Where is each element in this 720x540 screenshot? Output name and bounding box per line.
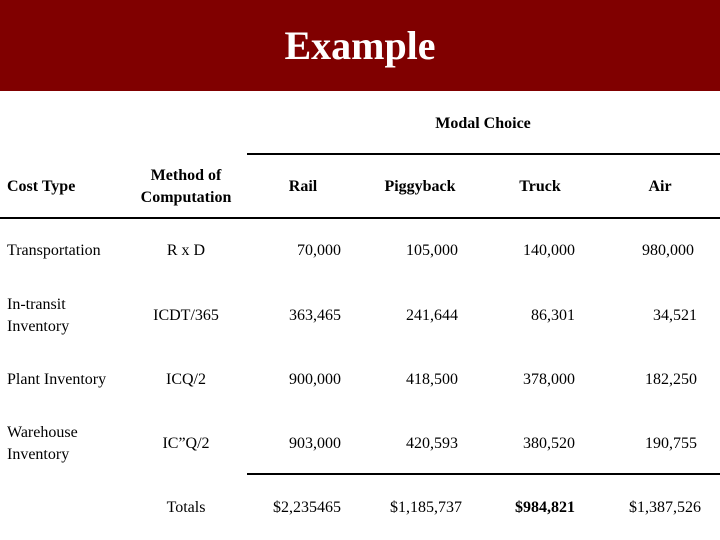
row-method: R x D xyxy=(166,242,206,259)
total-truck: $984,821 xyxy=(515,499,575,516)
cell-rail: 70,000 xyxy=(297,242,341,259)
row-cost-type: Plant Inventory xyxy=(7,371,107,388)
cell-air: 182,250 xyxy=(645,371,697,388)
header-cost-type: Cost Type xyxy=(7,178,76,195)
cell-air: 34,521 xyxy=(653,307,697,324)
cell-truck: 380,520 xyxy=(523,435,575,452)
header-piggyback: Piggyback xyxy=(384,178,456,195)
cell-truck: 378,000 xyxy=(523,371,575,388)
row-cost-type-line2: Inventory xyxy=(7,318,70,335)
row-method: ICQ/2 xyxy=(166,371,206,388)
header-air: Air xyxy=(648,178,672,195)
cell-truck: 86,301 xyxy=(531,307,575,324)
row-method: IC”Q/2 xyxy=(162,435,210,452)
totals-label: Totals xyxy=(166,499,206,516)
cell-air: 190,755 xyxy=(645,435,697,452)
cell-piggyback: 420,593 xyxy=(406,435,458,452)
total-air: $1,387,526 xyxy=(629,499,701,516)
totals-rule xyxy=(247,473,720,475)
cell-piggyback: 241,644 xyxy=(406,307,458,324)
cell-air: 980,000 xyxy=(642,242,694,259)
header-method-line1: Method of xyxy=(150,167,222,184)
header-rule xyxy=(0,217,720,219)
row-cost-type-line2: Inventory xyxy=(7,446,70,463)
row-cost-type-line1: In-transit xyxy=(7,296,66,313)
cell-piggyback: 105,000 xyxy=(406,242,458,259)
cell-rail: 363,465 xyxy=(289,307,341,324)
modal-choice-rule xyxy=(247,153,720,155)
header-method-line2: Computation xyxy=(140,189,232,206)
cell-rail: 903,000 xyxy=(289,435,341,452)
header-rail: Rail xyxy=(288,178,318,195)
modal-choice-header: Modal Choice xyxy=(435,115,531,132)
row-method: ICDT/365 xyxy=(153,307,219,324)
header-truck: Truck xyxy=(519,178,561,195)
cell-truck: 140,000 xyxy=(523,242,575,259)
row-cost-type: Transportation xyxy=(7,242,101,259)
slide-title: Example xyxy=(284,23,436,68)
total-piggyback: $1,185,737 xyxy=(390,499,462,516)
row-cost-type-line1: Warehouse xyxy=(7,424,78,441)
cell-piggyback: 418,500 xyxy=(406,371,458,388)
total-rail: $2,235465 xyxy=(273,499,341,516)
cell-rail: 900,000 xyxy=(289,371,341,388)
